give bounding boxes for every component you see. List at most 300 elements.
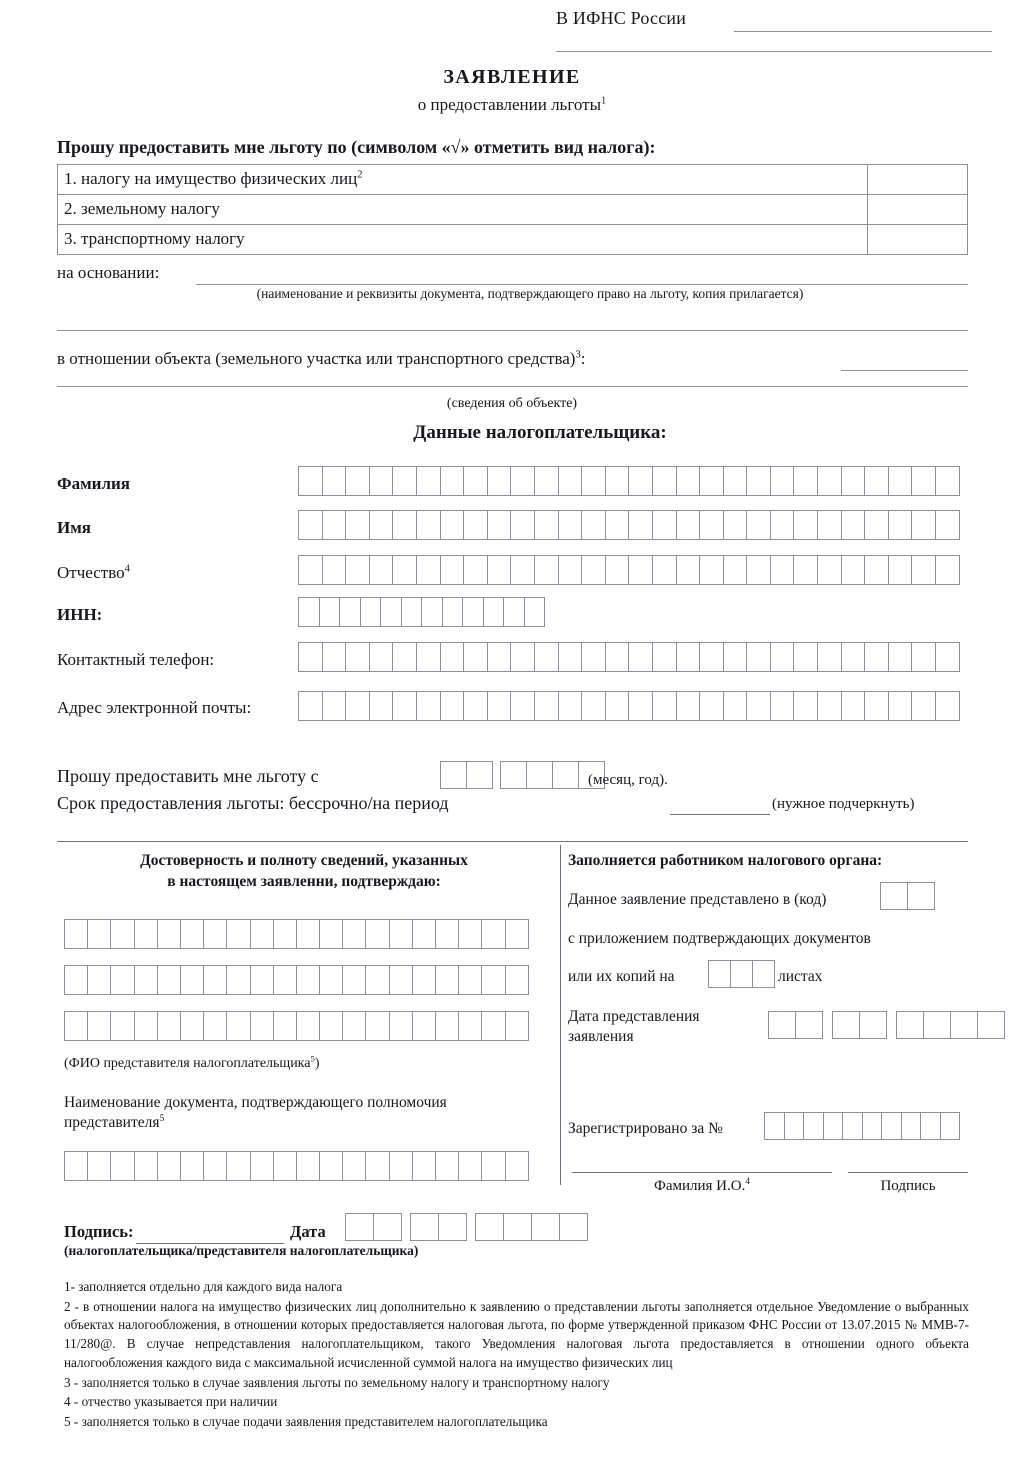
char-cell[interactable] — [534, 466, 559, 496]
char-cell[interactable] — [298, 555, 323, 585]
char-cell[interactable] — [463, 691, 488, 721]
char-cell[interactable] — [558, 510, 583, 540]
char-cell[interactable] — [250, 1011, 274, 1041]
char-cell[interactable] — [180, 965, 204, 995]
char-cell[interactable] — [392, 691, 417, 721]
char-cell[interactable] — [823, 1112, 844, 1140]
char-cell[interactable] — [322, 510, 347, 540]
char-cell[interactable] — [483, 597, 505, 627]
char-cell[interactable] — [770, 466, 795, 496]
char-cell[interactable] — [605, 466, 630, 496]
char-cell[interactable] — [369, 466, 394, 496]
char-cell[interactable] — [628, 510, 653, 540]
char-cell[interactable] — [841, 691, 866, 721]
char-cell[interactable] — [505, 965, 529, 995]
char-cell[interactable] — [463, 466, 488, 496]
representative-name-row-1[interactable] — [64, 919, 529, 949]
char-cell[interactable] — [440, 761, 467, 789]
char-cell[interactable] — [817, 466, 842, 496]
char-cell[interactable] — [157, 1011, 181, 1041]
addressee-input-line-2[interactable] — [556, 51, 992, 52]
char-cell[interactable] — [510, 642, 535, 672]
char-cell[interactable] — [380, 597, 402, 627]
char-cell[interactable] — [64, 919, 88, 949]
char-cell[interactable] — [440, 555, 465, 585]
char-cell[interactable] — [298, 510, 323, 540]
char-cell[interactable] — [558, 642, 583, 672]
char-cell[interactable] — [581, 510, 606, 540]
char-cell[interactable] — [676, 510, 701, 540]
char-cell[interactable] — [923, 1011, 951, 1039]
char-cell[interactable] — [458, 1011, 482, 1041]
char-cell[interactable] — [817, 510, 842, 540]
char-cell[interactable] — [319, 1151, 343, 1181]
char-cell[interactable] — [322, 466, 347, 496]
char-cell[interactable] — [911, 691, 936, 721]
char-cell[interactable] — [795, 1011, 823, 1039]
char-cell[interactable] — [319, 965, 343, 995]
char-cell[interactable] — [746, 466, 771, 496]
char-cell[interactable] — [389, 1011, 413, 1041]
tax-office-code-grid[interactable] — [880, 882, 935, 910]
char-cell[interactable] — [435, 919, 459, 949]
char-cell[interactable] — [273, 1011, 297, 1041]
char-cell[interactable] — [487, 642, 512, 672]
tax-office-signature-line[interactable] — [848, 1172, 968, 1173]
char-cell[interactable] — [841, 642, 866, 672]
char-cell[interactable] — [881, 1112, 902, 1140]
tax-office-registered-grid[interactable] — [764, 1112, 960, 1140]
object-input-line-2[interactable] — [57, 386, 968, 387]
char-cell[interactable] — [864, 642, 889, 672]
char-cell[interactable] — [345, 555, 370, 585]
tax-office-sheets-grid[interactable] — [708, 960, 775, 988]
char-cell[interactable] — [746, 510, 771, 540]
char-cell[interactable] — [322, 691, 347, 721]
email-input-grid[interactable] — [298, 691, 960, 721]
char-cell[interactable] — [134, 1151, 158, 1181]
char-cell[interactable] — [699, 691, 724, 721]
char-cell[interactable] — [940, 1112, 961, 1140]
char-cell[interactable] — [412, 1151, 436, 1181]
char-cell[interactable] — [746, 555, 771, 585]
char-cell[interactable] — [534, 642, 559, 672]
char-cell[interactable] — [369, 642, 394, 672]
char-cell[interactable] — [110, 919, 134, 949]
char-cell[interactable] — [339, 597, 361, 627]
char-cell[interactable] — [793, 691, 818, 721]
char-cell[interactable] — [369, 510, 394, 540]
char-cell[interactable] — [435, 1011, 459, 1041]
char-cell[interactable] — [203, 965, 227, 995]
char-cell[interactable] — [180, 1011, 204, 1041]
char-cell[interactable] — [487, 510, 512, 540]
char-cell[interactable] — [440, 466, 465, 496]
char-cell[interactable] — [389, 965, 413, 995]
char-cell[interactable] — [487, 466, 512, 496]
char-cell[interactable] — [203, 1011, 227, 1041]
char-cell[interactable] — [770, 510, 795, 540]
char-cell[interactable] — [296, 1011, 320, 1041]
char-cell[interactable] — [440, 642, 465, 672]
char-cell[interactable] — [730, 960, 753, 988]
char-cell[interactable] — [273, 919, 297, 949]
char-cell[interactable] — [319, 1011, 343, 1041]
char-cell[interactable] — [503, 597, 525, 627]
char-cell[interactable] — [435, 965, 459, 995]
basis-input-line-2[interactable] — [57, 330, 968, 331]
char-cell[interactable] — [345, 466, 370, 496]
char-cell[interactable] — [481, 1151, 505, 1181]
char-cell[interactable] — [581, 466, 606, 496]
char-cell[interactable] — [466, 761, 493, 789]
char-cell[interactable] — [226, 919, 250, 949]
char-cell[interactable] — [412, 965, 436, 995]
char-cell[interactable] — [652, 555, 677, 585]
char-cell[interactable] — [510, 510, 535, 540]
char-cell[interactable] — [505, 919, 529, 949]
char-cell[interactable] — [676, 466, 701, 496]
char-cell[interactable] — [708, 960, 731, 988]
char-cell[interactable] — [458, 1151, 482, 1181]
char-cell[interactable] — [157, 1151, 181, 1181]
char-cell[interactable] — [723, 466, 748, 496]
char-cell[interactable] — [793, 555, 818, 585]
char-cell[interactable] — [652, 691, 677, 721]
char-cell[interactable] — [369, 555, 394, 585]
char-cell[interactable] — [581, 555, 606, 585]
char-cell[interactable] — [746, 691, 771, 721]
char-cell[interactable] — [389, 1151, 413, 1181]
char-cell[interactable] — [458, 965, 482, 995]
char-cell[interactable] — [296, 1151, 320, 1181]
char-cell[interactable] — [628, 691, 653, 721]
char-cell[interactable] — [920, 1112, 941, 1140]
char-cell[interactable] — [534, 555, 559, 585]
char-cell[interactable] — [652, 510, 677, 540]
char-cell[interactable] — [412, 919, 436, 949]
char-cell[interactable] — [250, 919, 274, 949]
char-cell[interactable] — [87, 965, 111, 995]
char-cell[interactable] — [699, 642, 724, 672]
char-cell[interactable] — [862, 1112, 883, 1140]
char-cell[interactable] — [298, 597, 320, 627]
basis-input-line-1[interactable] — [196, 284, 968, 285]
char-cell[interactable] — [581, 691, 606, 721]
tax-office-date-day-grid[interactable] — [768, 1011, 823, 1039]
char-cell[interactable] — [864, 555, 889, 585]
char-cell[interactable] — [463, 555, 488, 585]
char-cell[interactable] — [392, 555, 417, 585]
char-cell[interactable] — [180, 1151, 204, 1181]
char-cell[interactable] — [784, 1112, 805, 1140]
char-cell[interactable] — [832, 1011, 860, 1039]
tax-type-checkbox-3[interactable] — [868, 225, 968, 255]
char-cell[interactable] — [950, 1011, 978, 1039]
char-cell[interactable] — [401, 597, 423, 627]
tax-office-date-month-grid[interactable] — [832, 1011, 887, 1039]
char-cell[interactable] — [475, 1213, 504, 1241]
char-cell[interactable] — [901, 1112, 922, 1140]
char-cell[interactable] — [723, 510, 748, 540]
char-cell[interactable] — [864, 466, 889, 496]
patronymic-input-grid[interactable] — [298, 555, 960, 585]
char-cell[interactable] — [723, 642, 748, 672]
char-cell[interactable] — [793, 642, 818, 672]
char-cell[interactable] — [699, 555, 724, 585]
phone-input-grid[interactable] — [298, 642, 960, 672]
char-cell[interactable] — [319, 597, 341, 627]
char-cell[interactable] — [977, 1011, 1005, 1039]
char-cell[interactable] — [699, 466, 724, 496]
char-cell[interactable] — [342, 1011, 366, 1041]
benefit-from-month-grid[interactable] — [440, 761, 493, 789]
char-cell[interactable] — [510, 466, 535, 496]
char-cell[interactable] — [526, 761, 553, 789]
char-cell[interactable] — [487, 555, 512, 585]
char-cell[interactable] — [842, 1112, 863, 1140]
char-cell[interactable] — [652, 466, 677, 496]
char-cell[interactable] — [463, 510, 488, 540]
char-cell[interactable] — [888, 466, 913, 496]
char-cell[interactable] — [273, 965, 297, 995]
char-cell[interactable] — [552, 761, 579, 789]
char-cell[interactable] — [440, 691, 465, 721]
char-cell[interactable] — [880, 882, 908, 910]
char-cell[interactable] — [864, 691, 889, 721]
char-cell[interactable] — [487, 691, 512, 721]
char-cell[interactable] — [935, 691, 960, 721]
char-cell[interactable] — [841, 510, 866, 540]
char-cell[interactable] — [342, 1151, 366, 1181]
char-cell[interactable] — [462, 597, 484, 627]
char-cell[interactable] — [345, 691, 370, 721]
char-cell[interactable] — [392, 466, 417, 496]
char-cell[interactable] — [373, 1213, 402, 1241]
char-cell[interactable] — [764, 1112, 785, 1140]
char-cell[interactable] — [157, 919, 181, 949]
char-cell[interactable] — [481, 1011, 505, 1041]
char-cell[interactable] — [605, 691, 630, 721]
object-input-line-1[interactable] — [841, 370, 968, 371]
char-cell[interactable] — [458, 919, 482, 949]
char-cell[interactable] — [505, 1151, 529, 1181]
char-cell[interactable] — [298, 466, 323, 496]
char-cell[interactable] — [605, 642, 630, 672]
char-cell[interactable] — [421, 597, 443, 627]
char-cell[interactable] — [503, 1213, 532, 1241]
char-cell[interactable] — [911, 510, 936, 540]
inn-input-grid[interactable] — [298, 597, 545, 627]
char-cell[interactable] — [440, 510, 465, 540]
char-cell[interactable] — [907, 882, 935, 910]
char-cell[interactable] — [319, 919, 343, 949]
char-cell[interactable] — [365, 1151, 389, 1181]
char-cell[interactable] — [505, 1011, 529, 1041]
char-cell[interactable] — [365, 919, 389, 949]
char-cell[interactable] — [481, 919, 505, 949]
char-cell[interactable] — [298, 691, 323, 721]
char-cell[interactable] — [64, 965, 88, 995]
char-cell[interactable] — [770, 642, 795, 672]
char-cell[interactable] — [605, 510, 630, 540]
char-cell[interactable] — [296, 919, 320, 949]
char-cell[interactable] — [935, 555, 960, 585]
char-cell[interactable] — [134, 965, 158, 995]
char-cell[interactable] — [841, 555, 866, 585]
char-cell[interactable] — [817, 642, 842, 672]
char-cell[interactable] — [911, 642, 936, 672]
char-cell[interactable] — [435, 1151, 459, 1181]
char-cell[interactable] — [768, 1011, 796, 1039]
char-cell[interactable] — [157, 965, 181, 995]
char-cell[interactable] — [676, 691, 701, 721]
char-cell[interactable] — [87, 1011, 111, 1041]
char-cell[interactable] — [793, 510, 818, 540]
char-cell[interactable] — [911, 466, 936, 496]
char-cell[interactable] — [531, 1213, 560, 1241]
tax-office-fio-line[interactable] — [572, 1172, 832, 1173]
char-cell[interactable] — [676, 555, 701, 585]
char-cell[interactable] — [699, 510, 724, 540]
char-cell[interactable] — [935, 642, 960, 672]
char-cell[interactable] — [628, 642, 653, 672]
char-cell[interactable] — [345, 510, 370, 540]
signature-date-year-grid[interactable] — [475, 1213, 588, 1241]
firstname-input-grid[interactable] — [298, 510, 960, 540]
char-cell[interactable] — [841, 466, 866, 496]
char-cell[interactable] — [605, 555, 630, 585]
char-cell[interactable] — [416, 691, 441, 721]
char-cell[interactable] — [365, 965, 389, 995]
char-cell[interactable] — [935, 510, 960, 540]
char-cell[interactable] — [864, 510, 889, 540]
char-cell[interactable] — [342, 965, 366, 995]
char-cell[interactable] — [298, 642, 323, 672]
char-cell[interactable] — [273, 1151, 297, 1181]
char-cell[interactable] — [558, 555, 583, 585]
char-cell[interactable] — [342, 919, 366, 949]
char-cell[interactable] — [250, 965, 274, 995]
representative-name-row-2[interactable] — [64, 965, 529, 995]
char-cell[interactable] — [888, 691, 913, 721]
char-cell[interactable] — [389, 919, 413, 949]
authority-doc-input-grid[interactable] — [64, 1151, 529, 1181]
char-cell[interactable] — [134, 919, 158, 949]
char-cell[interactable] — [345, 642, 370, 672]
char-cell[interactable] — [534, 510, 559, 540]
char-cell[interactable] — [559, 1213, 588, 1241]
char-cell[interactable] — [226, 1151, 250, 1181]
char-cell[interactable] — [203, 1151, 227, 1181]
char-cell[interactable] — [203, 919, 227, 949]
char-cell[interactable] — [628, 466, 653, 496]
char-cell[interactable] — [416, 642, 441, 672]
char-cell[interactable] — [416, 555, 441, 585]
char-cell[interactable] — [652, 642, 677, 672]
char-cell[interactable] — [534, 691, 559, 721]
char-cell[interactable] — [110, 1011, 134, 1041]
char-cell[interactable] — [296, 965, 320, 995]
char-cell[interactable] — [500, 761, 527, 789]
char-cell[interactable] — [416, 466, 441, 496]
char-cell[interactable] — [110, 1151, 134, 1181]
char-cell[interactable] — [770, 691, 795, 721]
char-cell[interactable] — [510, 555, 535, 585]
char-cell[interactable] — [345, 1213, 374, 1241]
signature-date-month-grid[interactable] — [410, 1213, 467, 1241]
char-cell[interactable] — [723, 691, 748, 721]
char-cell[interactable] — [322, 642, 347, 672]
char-cell[interactable] — [134, 1011, 158, 1041]
char-cell[interactable] — [935, 466, 960, 496]
char-cell[interactable] — [64, 1151, 88, 1181]
char-cell[interactable] — [888, 642, 913, 672]
char-cell[interactable] — [896, 1011, 924, 1039]
char-cell[interactable] — [888, 510, 913, 540]
char-cell[interactable] — [369, 691, 394, 721]
representative-name-row-3[interactable] — [64, 1011, 529, 1041]
char-cell[interactable] — [817, 555, 842, 585]
char-cell[interactable] — [628, 555, 653, 585]
char-cell[interactable] — [87, 919, 111, 949]
char-cell[interactable] — [510, 691, 535, 721]
char-cell[interactable] — [410, 1213, 439, 1241]
char-cell[interactable] — [723, 555, 748, 585]
char-cell[interactable] — [392, 642, 417, 672]
char-cell[interactable] — [110, 965, 134, 995]
char-cell[interactable] — [888, 555, 913, 585]
char-cell[interactable] — [365, 1011, 389, 1041]
surname-input-grid[interactable] — [298, 466, 960, 496]
char-cell[interactable] — [752, 960, 775, 988]
char-cell[interactable] — [859, 1011, 887, 1039]
char-cell[interactable] — [442, 597, 464, 627]
char-cell[interactable] — [581, 642, 606, 672]
char-cell[interactable] — [180, 919, 204, 949]
char-cell[interactable] — [558, 466, 583, 496]
signature-date-day-grid[interactable] — [345, 1213, 402, 1241]
char-cell[interactable] — [64, 1011, 88, 1041]
char-cell[interactable] — [226, 965, 250, 995]
char-cell[interactable] — [416, 510, 441, 540]
tax-office-date-year-grid[interactable] — [896, 1011, 1005, 1039]
char-cell[interactable] — [803, 1112, 824, 1140]
char-cell[interactable] — [481, 965, 505, 995]
char-cell[interactable] — [226, 1011, 250, 1041]
char-cell[interactable] — [87, 1151, 111, 1181]
char-cell[interactable] — [524, 597, 546, 627]
char-cell[interactable] — [911, 555, 936, 585]
addressee-input-line-1[interactable] — [734, 31, 992, 32]
char-cell[interactable] — [360, 597, 382, 627]
char-cell[interactable] — [676, 642, 701, 672]
char-cell[interactable] — [463, 642, 488, 672]
char-cell[interactable] — [438, 1213, 467, 1241]
char-cell[interactable] — [412, 1011, 436, 1041]
char-cell[interactable] — [770, 555, 795, 585]
char-cell[interactable] — [817, 691, 842, 721]
char-cell[interactable] — [793, 466, 818, 496]
tax-type-checkbox-2[interactable] — [868, 195, 968, 225]
benefit-term-input-line[interactable] — [670, 814, 770, 815]
char-cell[interactable] — [392, 510, 417, 540]
char-cell[interactable] — [558, 691, 583, 721]
char-cell[interactable] — [250, 1151, 274, 1181]
char-cell[interactable] — [746, 642, 771, 672]
char-cell[interactable] — [322, 555, 347, 585]
tax-type-checkbox-1[interactable] — [868, 165, 968, 195]
